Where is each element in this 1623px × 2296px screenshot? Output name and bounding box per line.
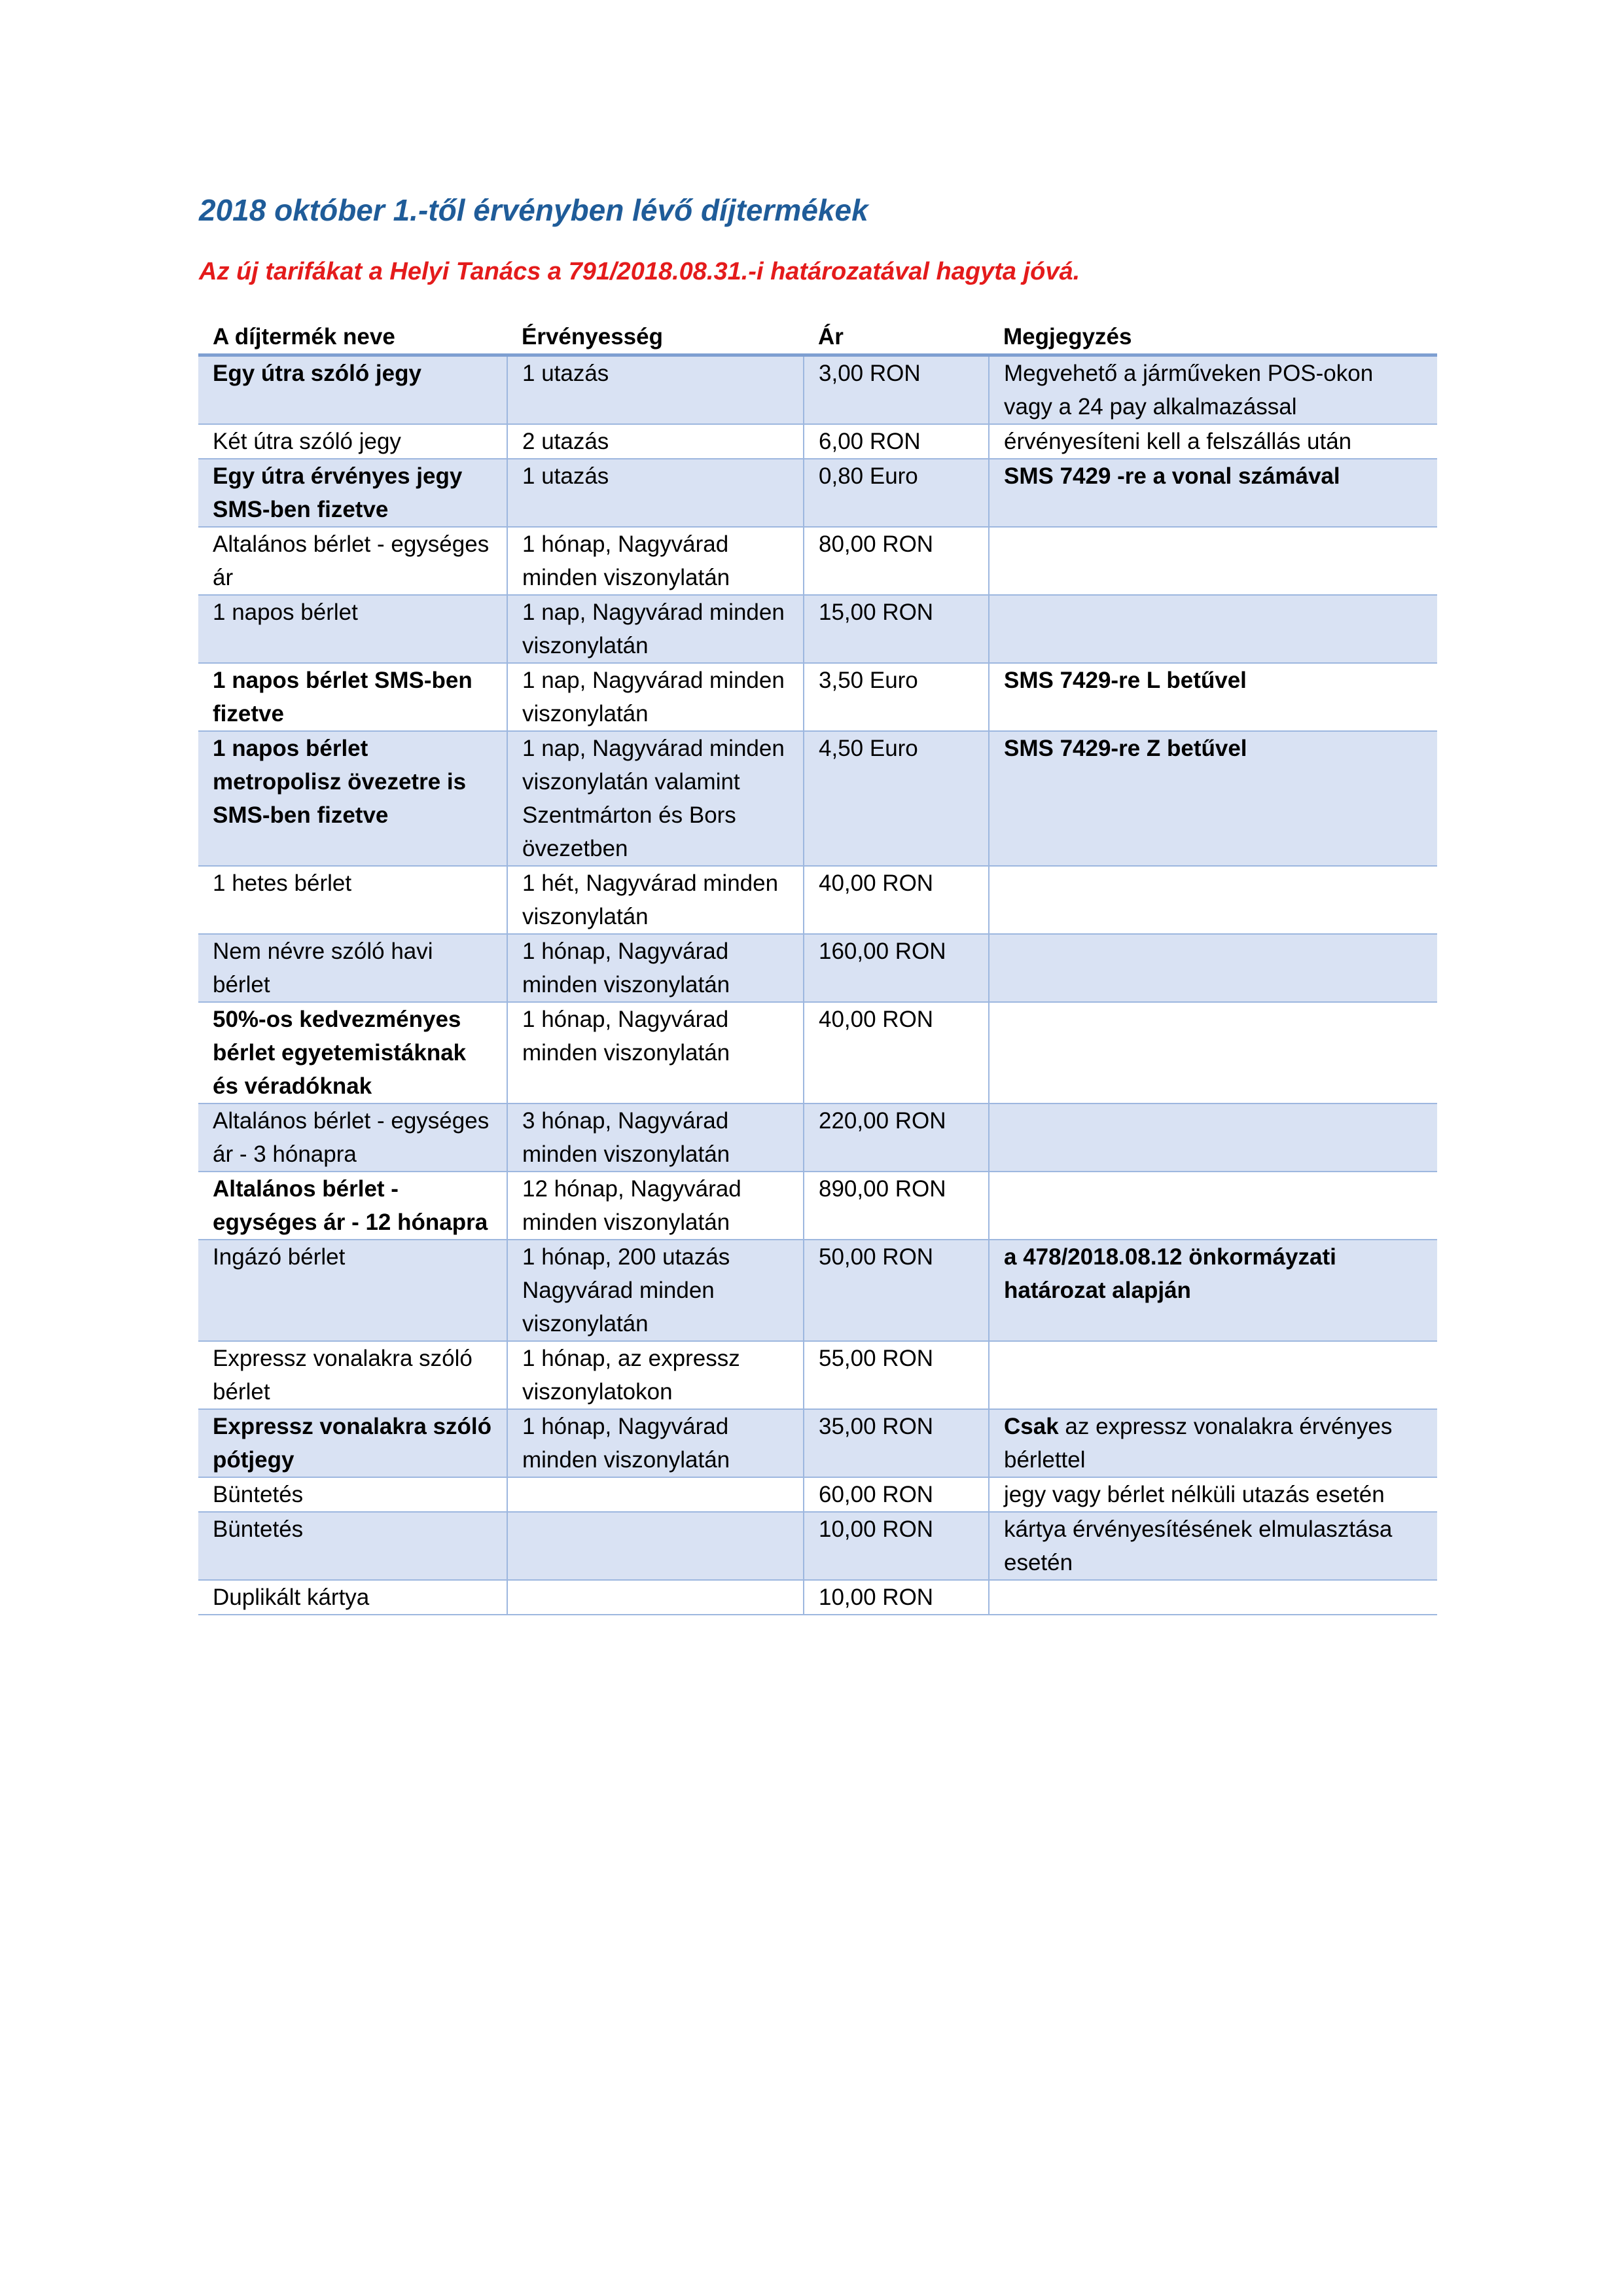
- cell-product-name: Büntetés: [198, 1477, 507, 1512]
- cell-price: 160,00 RON: [804, 934, 989, 1002]
- column-header-name: A díjtermék neve: [198, 319, 507, 355]
- table-row: [198, 355, 1437, 425]
- table-row: [198, 1512, 1437, 1580]
- note-text: az expressz vonalakra érvényes bérlettel: [1004, 1414, 1393, 1473]
- cell-price: 890,00 RON: [804, 1172, 989, 1240]
- cell-product-name: 1 hetes bérlet: [198, 866, 507, 934]
- cell-validity: 2 utazás: [507, 424, 804, 459]
- cell-product-name: 1 napos bérlet metropolisz övezetre is SMS-ben fizetve: [198, 731, 507, 866]
- cell-note: [989, 1103, 1437, 1172]
- table-row: [198, 663, 1437, 731]
- cell-note: SMS 7429-re Z betűvel: [989, 731, 1437, 866]
- cell-validity: 1 hónap, Nagyvárad minden viszonylatán: [507, 934, 804, 1002]
- cell-note: kártya érvényesítésének elmulasztása esetén: [989, 1512, 1437, 1580]
- cell-product-name: Expressz vonalakra szóló bérlet: [198, 1341, 507, 1409]
- cell-note: SMS 7429 -re a vonal számával: [989, 459, 1437, 527]
- table-row: [198, 866, 1437, 934]
- cell-product-name: Altalános bérlet - egységes ár - 12 hónapra: [198, 1172, 507, 1240]
- column-header-note: Megjegyzés: [989, 319, 1437, 355]
- table-row: [198, 424, 1437, 459]
- cell-validity: [507, 1512, 804, 1580]
- cell-validity: 1 hónap, Nagyvárad minden viszonylatán: [507, 527, 804, 595]
- cell-price: 4,50 Euro: [804, 731, 989, 866]
- cell-note: érvényesíteni kell a felszállás után: [989, 424, 1437, 459]
- column-header-validity: Érvényesség: [507, 319, 804, 355]
- cell-note: [989, 527, 1437, 595]
- cell-product-name: Egy útra szóló jegy: [198, 355, 507, 425]
- cell-product-name: Egy útra érvényes jegy SMS-ben fizetve: [198, 459, 507, 527]
- cell-product-name: Két útra szóló jegy: [198, 424, 507, 459]
- cell-product-name: 1 napos bérlet SMS-ben fizetve: [198, 663, 507, 731]
- cell-note: [989, 1409, 1437, 1477]
- cell-price: 60,00 RON: [804, 1477, 989, 1512]
- cell-price: 6,00 RON: [804, 424, 989, 459]
- cell-validity: [507, 1580, 804, 1615]
- table-row: [198, 731, 1437, 866]
- cell-validity: 12 hónap, Nagyvárad minden viszonylatán: [507, 1172, 804, 1240]
- cell-note: a 478/2018.08.12 önkormáyzati határozat alapján: [989, 1240, 1437, 1341]
- cell-price: 0,80 Euro: [804, 459, 989, 527]
- table-row: [198, 459, 1437, 527]
- cell-price: 220,00 RON: [804, 1103, 989, 1172]
- cell-note: [989, 934, 1437, 1002]
- cell-validity: 1 hét, Nagyvárad minden viszonylatán: [507, 866, 804, 934]
- table-header-row: [198, 319, 1437, 355]
- cell-note: [989, 1172, 1437, 1240]
- table-row: [198, 934, 1437, 1002]
- cell-product-name: Büntetés: [198, 1512, 507, 1580]
- cell-validity: 1 utazás: [507, 355, 804, 425]
- cell-price: 50,00 RON: [804, 1240, 989, 1341]
- table-row: [198, 1580, 1437, 1615]
- table-row: [198, 1409, 1437, 1477]
- cell-validity: 1 hónap, Nagyvárad minden viszonylatán: [507, 1002, 804, 1103]
- tariff-table-body: [198, 355, 1437, 1615]
- cell-price: 10,00 RON: [804, 1580, 989, 1615]
- table-row: [198, 1477, 1437, 1512]
- cell-price: 40,00 RON: [804, 866, 989, 934]
- cell-price: 3,00 RON: [804, 355, 989, 425]
- cell-product-name: Expressz vonalakra szóló pótjegy: [198, 1409, 507, 1477]
- page-title: 2018 október 1.-től érvényben lévő díjtermékek: [199, 193, 868, 227]
- cell-validity: 1 hónap, 200 utazás Nagyvárad minden viszonylatán: [507, 1240, 804, 1341]
- table-row: [198, 1240, 1437, 1341]
- tariff-table: [198, 319, 1437, 1615]
- cell-price: 40,00 RON: [804, 1002, 989, 1103]
- cell-note: SMS 7429-re L betűvel: [989, 663, 1437, 731]
- cell-note: [989, 595, 1437, 663]
- table-row: [198, 1172, 1437, 1240]
- cell-note: [989, 1580, 1437, 1615]
- cell-validity: 1 nap, Nagyvárad minden viszonylatán: [507, 595, 804, 663]
- cell-note: [989, 866, 1437, 934]
- cell-price: 35,00 RON: [804, 1409, 989, 1477]
- cell-product-name: 50%-os kedvezményes bérlet egyetemistáknak és véradóknak: [198, 1002, 507, 1103]
- cell-price: 10,00 RON: [804, 1512, 989, 1580]
- cell-validity: [507, 1477, 804, 1512]
- column-header-price: Ár: [804, 319, 989, 355]
- cell-validity: 1 nap, Nagyvárad minden viszonylatán valamint Szentmárton és Bors övezetben: [507, 731, 804, 866]
- cell-product-name: Ingázó bérlet: [198, 1240, 507, 1341]
- cell-note: [989, 1341, 1437, 1409]
- cell-validity: 1 nap, Nagyvárad minden viszonylatán: [507, 663, 804, 731]
- table-row: [198, 527, 1437, 595]
- cell-product-name: Duplikált kártya: [198, 1580, 507, 1615]
- table-row: [198, 1002, 1437, 1103]
- cell-product-name: 1 napos bérlet: [198, 595, 507, 663]
- cell-validity: 1 hónap, Nagyvárad minden viszonylatán: [507, 1409, 804, 1477]
- cell-product-name: Altalános bérlet - egységes ár - 3 hónapra: [198, 1103, 507, 1172]
- table-row: [198, 1341, 1437, 1409]
- cell-validity: 1 utazás: [507, 459, 804, 527]
- cell-price: 15,00 RON: [804, 595, 989, 663]
- cell-product-name: Altalános bérlet - egységes ár: [198, 527, 507, 595]
- cell-validity: 3 hónap, Nagyvárad minden viszonylatán: [507, 1103, 804, 1172]
- cell-price: 3,50 Euro: [804, 663, 989, 731]
- table-row: [198, 1103, 1437, 1172]
- cell-note: Megvehető a járműveken POS-okon vagy a 24 pay alkalmazással: [989, 355, 1437, 425]
- cell-price: 55,00 RON: [804, 1341, 989, 1409]
- note-lead-text: Csak: [1004, 1414, 1059, 1439]
- cell-product-name: Nem névre szóló havi bérlet: [198, 934, 507, 1002]
- cell-note: jegy vagy bérlet nélküli utazás esetén: [989, 1477, 1437, 1512]
- cell-validity: 1 hónap, az expressz viszonylatokon: [507, 1341, 804, 1409]
- cell-note: [989, 1002, 1437, 1103]
- page-subtitle: Az új tarifákat a Helyi Tanács a 791/2018.08.31.-i határozatával hagyta jóvá.: [199, 258, 1080, 285]
- table-row: [198, 595, 1437, 663]
- cell-price: 80,00 RON: [804, 527, 989, 595]
